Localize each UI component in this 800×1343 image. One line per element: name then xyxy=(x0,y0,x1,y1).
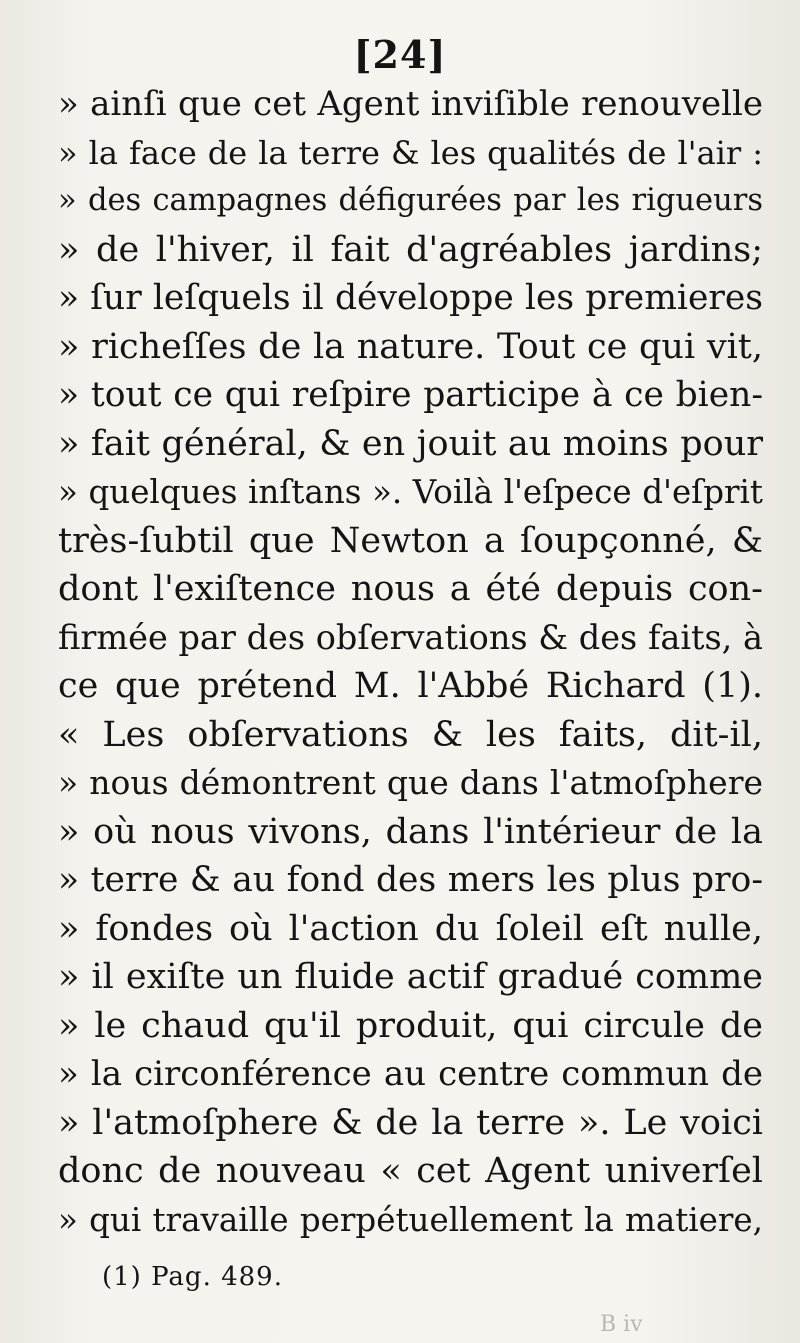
text-line-content: » ſur leſquels il développe les premieres xyxy=(58,278,763,318)
text-line-content: » qui travaille perpétuellement la matiere, xyxy=(58,1200,763,1239)
text-line-content: dont l'exiſtence nous a été depuis con- xyxy=(58,569,763,609)
text-line-content: » de l'hiver, il fait d'agréables jardins; xyxy=(58,229,763,270)
text-line xyxy=(58,274,763,323)
text-line-content: » des campagnes défigurées par les rigueurs xyxy=(58,183,763,218)
body-text xyxy=(58,80,763,1244)
text-line-content: » où nous vivons, dans l'intérieur de la xyxy=(58,811,763,852)
text-line xyxy=(58,953,763,1002)
text-line xyxy=(58,565,763,614)
text-line xyxy=(58,177,763,226)
text-line-content: » quelques inſtans ». Voilà l'eſpece d'eſprit xyxy=(58,473,763,511)
text-line xyxy=(58,1147,763,1196)
text-line-content: » tout ce qui reſpire participe à ce bien- xyxy=(58,375,763,415)
footnote: (1) Pag. 489. xyxy=(102,1262,283,1292)
signature-mark: B iv xyxy=(600,1312,643,1337)
text-line-content: » l'atmoſphere & de la terre ». Le voici xyxy=(58,1102,763,1143)
page-number: [24] xyxy=(353,32,447,77)
text-line-content: » fait général, & en jouit au moins pour xyxy=(58,423,763,464)
text-line xyxy=(58,808,763,857)
text-line xyxy=(58,129,763,178)
text-line-content: » la face de la terre & les qualités de l'air : xyxy=(58,133,763,172)
text-line xyxy=(58,614,763,663)
text-line-content: » la circonférence au centre commun de xyxy=(58,1054,763,1094)
text-line xyxy=(58,1099,763,1148)
text-line-content: » terre & au fond des mers les plus pro- xyxy=(58,860,763,900)
text-line xyxy=(58,80,763,129)
text-line xyxy=(58,517,763,566)
text-line-content: » le chaud qu'il produit, qui circule de xyxy=(58,1005,763,1046)
text-line xyxy=(58,468,763,517)
text-line xyxy=(58,420,763,469)
text-line xyxy=(58,1002,763,1051)
text-line xyxy=(58,856,763,905)
text-line-content: » ainſi que cet Agent inviſible renouvelle xyxy=(58,84,763,124)
text-line xyxy=(58,323,763,372)
text-line-content: très-ſubtil que Newton a ſoupçonné, & xyxy=(58,520,763,561)
text-line-content: donc de nouveau « cet Agent univerſel xyxy=(58,1151,763,1191)
text-line xyxy=(58,905,763,954)
text-line xyxy=(58,662,763,711)
text-line-content: firmée par des obſervations & des faits, à xyxy=(58,617,763,657)
text-line-content: « Les obſervations & les faits, dit-il, xyxy=(58,714,763,755)
text-line xyxy=(58,711,763,760)
text-line-content: ce que prétend M. l'Abbé Richard (1). xyxy=(58,666,763,706)
text-line xyxy=(58,226,763,275)
text-line-content: » fondes où l'action du ſoleil eſt nulle, xyxy=(58,908,763,949)
text-line-content: » richeſſes de la nature. Tout ce qui vit, xyxy=(58,326,763,367)
text-line xyxy=(58,1196,763,1245)
text-line xyxy=(58,759,763,808)
text-line xyxy=(58,1050,763,1099)
text-line xyxy=(58,371,763,420)
text-line-content: » il exiſte un fluide actif gradué comme xyxy=(58,957,763,997)
text-line-content: » nous démontrent que dans l'atmoſphere xyxy=(58,763,763,802)
